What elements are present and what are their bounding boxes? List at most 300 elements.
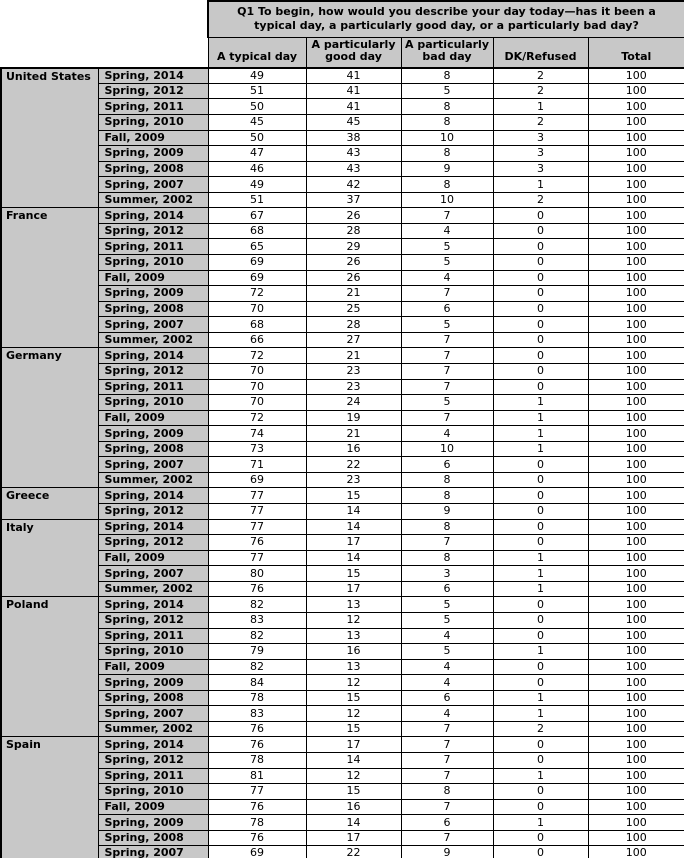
value-cell: 76 bbox=[208, 721, 306, 737]
value-cell: 0 bbox=[493, 286, 588, 302]
table-row bbox=[1, 348, 684, 364]
table-row bbox=[1, 612, 684, 628]
value-cell: 24 bbox=[306, 395, 401, 411]
value-cell: 5 bbox=[401, 239, 493, 255]
table-row bbox=[1, 239, 684, 255]
table-row bbox=[1, 504, 684, 520]
survey-wave-cell: Spring, 2010 bbox=[98, 784, 208, 800]
survey-wave-cell: Summer, 2002 bbox=[98, 192, 208, 208]
value-cell: 5 bbox=[401, 83, 493, 99]
value-cell: 69 bbox=[208, 270, 306, 286]
value-cell: 38 bbox=[306, 130, 401, 146]
survey-wave-cell: Spring, 2014 bbox=[98, 597, 208, 613]
value-cell: 76 bbox=[208, 737, 306, 753]
value-cell: 2 bbox=[493, 68, 588, 84]
value-cell: 8 bbox=[401, 519, 493, 535]
value-cell: 0 bbox=[493, 737, 588, 753]
value-cell: 16 bbox=[306, 799, 401, 815]
value-cell: 17 bbox=[306, 581, 401, 597]
country-cell: Germany bbox=[1, 348, 98, 488]
value-cell: 8 bbox=[401, 114, 493, 130]
value-cell: 76 bbox=[208, 830, 306, 846]
value-cell: 6 bbox=[401, 457, 493, 473]
total-cell: 100 bbox=[588, 146, 684, 162]
value-cell: 5 bbox=[401, 644, 493, 660]
value-cell: 80 bbox=[208, 566, 306, 582]
total-cell: 100 bbox=[588, 815, 684, 831]
value-cell: 0 bbox=[493, 846, 588, 858]
value-cell: 69 bbox=[208, 846, 306, 858]
table-row bbox=[1, 161, 684, 177]
value-cell: 73 bbox=[208, 441, 306, 457]
value-cell: 9 bbox=[401, 161, 493, 177]
survey-wave-cell: Summer, 2002 bbox=[98, 332, 208, 348]
value-cell: 12 bbox=[306, 706, 401, 722]
value-cell: 1 bbox=[493, 581, 588, 597]
value-cell: 7 bbox=[401, 332, 493, 348]
table-row bbox=[1, 99, 684, 115]
value-cell: 4 bbox=[401, 426, 493, 442]
value-cell: 70 bbox=[208, 379, 306, 395]
survey-wave-cell: Spring, 2007 bbox=[98, 177, 208, 193]
value-cell: 70 bbox=[208, 363, 306, 379]
total-cell: 100 bbox=[588, 410, 684, 426]
column-header-typical-day: A typical day bbox=[208, 37, 306, 68]
survey-wave-cell: Spring, 2011 bbox=[98, 768, 208, 784]
value-cell: 4 bbox=[401, 659, 493, 675]
value-cell: 8 bbox=[401, 784, 493, 800]
table-row bbox=[1, 177, 684, 193]
table-row bbox=[1, 286, 684, 302]
table-row bbox=[1, 737, 684, 753]
value-cell: 15 bbox=[306, 721, 401, 737]
value-cell: 1 bbox=[493, 426, 588, 442]
value-cell: 14 bbox=[306, 550, 401, 566]
value-cell: 78 bbox=[208, 815, 306, 831]
total-cell: 100 bbox=[588, 99, 684, 115]
value-cell: 7 bbox=[401, 768, 493, 784]
value-cell: 15 bbox=[306, 690, 401, 706]
survey-wave-cell: Fall, 2009 bbox=[98, 659, 208, 675]
survey-wave-cell: Spring, 2014 bbox=[98, 208, 208, 224]
survey-wave-cell: Spring, 2007 bbox=[98, 317, 208, 333]
total-cell: 100 bbox=[588, 550, 684, 566]
total-cell: 100 bbox=[588, 597, 684, 613]
total-cell: 100 bbox=[588, 270, 684, 286]
total-cell: 100 bbox=[588, 114, 684, 130]
value-cell: 5 bbox=[401, 255, 493, 271]
total-cell: 100 bbox=[588, 130, 684, 146]
value-cell: 6 bbox=[401, 690, 493, 706]
total-cell: 100 bbox=[588, 504, 684, 520]
value-cell: 5 bbox=[401, 612, 493, 628]
value-cell: 1 bbox=[493, 644, 588, 660]
value-cell: 15 bbox=[306, 566, 401, 582]
survey-wave-cell: Spring, 2011 bbox=[98, 379, 208, 395]
table-row bbox=[1, 363, 684, 379]
survey-wave-cell: Spring, 2011 bbox=[98, 628, 208, 644]
total-cell: 100 bbox=[588, 317, 684, 333]
total-cell: 100 bbox=[588, 768, 684, 784]
value-cell: 21 bbox=[306, 286, 401, 302]
table-row bbox=[1, 130, 684, 146]
total-cell: 100 bbox=[588, 721, 684, 737]
total-cell: 100 bbox=[588, 83, 684, 99]
value-cell: 74 bbox=[208, 426, 306, 442]
value-cell: 1 bbox=[493, 550, 588, 566]
value-cell: 13 bbox=[306, 597, 401, 613]
total-cell: 100 bbox=[588, 784, 684, 800]
value-cell: 81 bbox=[208, 768, 306, 784]
survey-wave-cell: Spring, 2010 bbox=[98, 255, 208, 271]
value-cell: 65 bbox=[208, 239, 306, 255]
survey-wave-cell: Spring, 2012 bbox=[98, 223, 208, 239]
value-cell: 68 bbox=[208, 317, 306, 333]
value-cell: 0 bbox=[493, 379, 588, 395]
total-cell: 100 bbox=[588, 519, 684, 535]
value-cell: 8 bbox=[401, 488, 493, 504]
column-header-dk-refused: DK/Refused bbox=[493, 37, 588, 68]
total-cell: 100 bbox=[588, 177, 684, 193]
table-row bbox=[1, 566, 684, 582]
total-cell: 100 bbox=[588, 628, 684, 644]
table-row bbox=[1, 146, 684, 162]
value-cell: 4 bbox=[401, 706, 493, 722]
country-cell: France bbox=[1, 208, 98, 348]
value-cell: 43 bbox=[306, 161, 401, 177]
column-header-good-day: A particularly good day bbox=[306, 37, 401, 68]
value-cell: 14 bbox=[306, 519, 401, 535]
value-cell: 4 bbox=[401, 223, 493, 239]
value-cell: 25 bbox=[306, 301, 401, 317]
table-body bbox=[1, 68, 684, 858]
value-cell: 0 bbox=[493, 628, 588, 644]
value-cell: 8 bbox=[401, 472, 493, 488]
survey-wave-cell: Spring, 2012 bbox=[98, 504, 208, 520]
survey-wave-cell: Spring, 2012 bbox=[98, 535, 208, 551]
table-row bbox=[1, 768, 684, 784]
country-cell: Spain bbox=[1, 737, 98, 858]
survey-wave-cell: Fall, 2009 bbox=[98, 410, 208, 426]
survey-wave-cell: Fall, 2009 bbox=[98, 550, 208, 566]
total-cell: 100 bbox=[588, 68, 684, 84]
table-row bbox=[1, 410, 684, 426]
survey-wave-cell: Spring, 2009 bbox=[98, 426, 208, 442]
survey-wave-cell: Spring, 2009 bbox=[98, 675, 208, 691]
value-cell: 77 bbox=[208, 504, 306, 520]
value-cell: 45 bbox=[306, 114, 401, 130]
total-cell: 100 bbox=[588, 426, 684, 442]
value-cell: 1 bbox=[493, 768, 588, 784]
value-cell: 10 bbox=[401, 130, 493, 146]
table-row bbox=[1, 628, 684, 644]
value-cell: 7 bbox=[401, 379, 493, 395]
table-row bbox=[1, 581, 684, 597]
value-cell: 14 bbox=[306, 815, 401, 831]
value-cell: 7 bbox=[401, 363, 493, 379]
value-cell: 4 bbox=[401, 675, 493, 691]
value-cell: 7 bbox=[401, 410, 493, 426]
value-cell: 4 bbox=[401, 270, 493, 286]
total-cell: 100 bbox=[588, 612, 684, 628]
table-row bbox=[1, 597, 684, 613]
value-cell: 17 bbox=[306, 535, 401, 551]
value-cell: 0 bbox=[493, 612, 588, 628]
survey-wave-cell: Spring, 2007 bbox=[98, 457, 208, 473]
question-row bbox=[1, 1, 684, 37]
total-cell: 100 bbox=[588, 457, 684, 473]
value-cell: 43 bbox=[306, 146, 401, 162]
total-cell: 100 bbox=[588, 737, 684, 753]
value-cell: 1 bbox=[493, 566, 588, 582]
value-cell: 7 bbox=[401, 830, 493, 846]
value-cell: 21 bbox=[306, 348, 401, 364]
value-cell: 0 bbox=[493, 223, 588, 239]
value-cell: 6 bbox=[401, 581, 493, 597]
value-cell: 0 bbox=[493, 363, 588, 379]
value-cell: 1 bbox=[493, 177, 588, 193]
value-cell: 83 bbox=[208, 706, 306, 722]
value-cell: 42 bbox=[306, 177, 401, 193]
table-row bbox=[1, 644, 684, 660]
value-cell: 1 bbox=[493, 690, 588, 706]
total-cell: 100 bbox=[588, 441, 684, 457]
total-cell: 100 bbox=[588, 161, 684, 177]
value-cell: 26 bbox=[306, 208, 401, 224]
value-cell: 12 bbox=[306, 612, 401, 628]
survey-wave-cell: Spring, 2010 bbox=[98, 114, 208, 130]
survey-wave-cell: Spring, 2010 bbox=[98, 395, 208, 411]
total-cell: 100 bbox=[588, 566, 684, 582]
value-cell: 23 bbox=[306, 363, 401, 379]
table-row bbox=[1, 223, 684, 239]
value-cell: 29 bbox=[306, 239, 401, 255]
total-cell: 100 bbox=[588, 535, 684, 551]
value-cell: 77 bbox=[208, 488, 306, 504]
table-row bbox=[1, 426, 684, 442]
value-cell: 27 bbox=[306, 332, 401, 348]
table-row bbox=[1, 332, 684, 348]
value-cell: 83 bbox=[208, 612, 306, 628]
value-cell: 76 bbox=[208, 535, 306, 551]
total-cell: 100 bbox=[588, 846, 684, 858]
table-row bbox=[1, 301, 684, 317]
value-cell: 7 bbox=[401, 799, 493, 815]
survey-wave-cell: Spring, 2007 bbox=[98, 846, 208, 858]
value-cell: 69 bbox=[208, 255, 306, 271]
value-cell: 50 bbox=[208, 99, 306, 115]
total-cell: 100 bbox=[588, 348, 684, 364]
value-cell: 0 bbox=[493, 659, 588, 675]
table-row bbox=[1, 830, 684, 846]
table-row bbox=[1, 379, 684, 395]
value-cell: 0 bbox=[493, 270, 588, 286]
value-cell: 23 bbox=[306, 379, 401, 395]
value-cell: 12 bbox=[306, 675, 401, 691]
column-header-bad-day: A particularly bad day bbox=[401, 37, 493, 68]
survey-wave-cell: Spring, 2008 bbox=[98, 441, 208, 457]
table-row bbox=[1, 846, 684, 858]
survey-wave-cell: Spring, 2012 bbox=[98, 83, 208, 99]
survey-wave-cell: Spring, 2009 bbox=[98, 286, 208, 302]
survey-wave-cell: Spring, 2014 bbox=[98, 348, 208, 364]
value-cell: 84 bbox=[208, 675, 306, 691]
value-cell: 68 bbox=[208, 223, 306, 239]
survey-wave-cell: Spring, 2008 bbox=[98, 830, 208, 846]
total-cell: 100 bbox=[588, 192, 684, 208]
value-cell: 21 bbox=[306, 426, 401, 442]
total-cell: 100 bbox=[588, 332, 684, 348]
total-cell: 100 bbox=[588, 830, 684, 846]
value-cell: 69 bbox=[208, 472, 306, 488]
country-cell: Greece bbox=[1, 488, 98, 519]
value-cell: 49 bbox=[208, 68, 306, 84]
survey-wave-cell: Spring, 2011 bbox=[98, 239, 208, 255]
value-cell: 37 bbox=[306, 192, 401, 208]
value-cell: 82 bbox=[208, 659, 306, 675]
total-cell: 100 bbox=[588, 753, 684, 769]
total-cell: 100 bbox=[588, 395, 684, 411]
value-cell: 2 bbox=[493, 192, 588, 208]
value-cell: 22 bbox=[306, 457, 401, 473]
value-cell: 0 bbox=[493, 472, 588, 488]
total-cell: 100 bbox=[588, 472, 684, 488]
value-cell: 0 bbox=[493, 317, 588, 333]
value-cell: 77 bbox=[208, 784, 306, 800]
total-cell: 100 bbox=[588, 286, 684, 302]
survey-wave-cell: Spring, 2009 bbox=[98, 815, 208, 831]
value-cell: 0 bbox=[493, 597, 588, 613]
value-cell: 2 bbox=[493, 114, 588, 130]
value-cell: 0 bbox=[493, 753, 588, 769]
total-cell: 100 bbox=[588, 799, 684, 815]
value-cell: 4 bbox=[401, 628, 493, 644]
value-cell: 8 bbox=[401, 99, 493, 115]
value-cell: 70 bbox=[208, 395, 306, 411]
survey-wave-cell: Spring, 2007 bbox=[98, 706, 208, 722]
value-cell: 46 bbox=[208, 161, 306, 177]
value-cell: 72 bbox=[208, 348, 306, 364]
survey-wave-cell: Fall, 2009 bbox=[98, 799, 208, 815]
value-cell: 7 bbox=[401, 721, 493, 737]
table-row bbox=[1, 675, 684, 691]
table-row bbox=[1, 535, 684, 551]
value-cell: 7 bbox=[401, 208, 493, 224]
table-row bbox=[1, 192, 684, 208]
value-cell: 1 bbox=[493, 99, 588, 115]
country-cell: Italy bbox=[1, 519, 98, 597]
survey-wave-cell: Spring, 2008 bbox=[98, 301, 208, 317]
value-cell: 9 bbox=[401, 504, 493, 520]
value-cell: 9 bbox=[401, 846, 493, 858]
value-cell: 0 bbox=[493, 519, 588, 535]
survey-wave-cell: Spring, 2012 bbox=[98, 612, 208, 628]
total-cell: 100 bbox=[588, 363, 684, 379]
value-cell: 16 bbox=[306, 441, 401, 457]
table-row bbox=[1, 395, 684, 411]
value-cell: 0 bbox=[493, 504, 588, 520]
value-cell: 7 bbox=[401, 737, 493, 753]
table-row bbox=[1, 519, 684, 535]
survey-wave-cell: Spring, 2008 bbox=[98, 690, 208, 706]
value-cell: 41 bbox=[306, 83, 401, 99]
table-row bbox=[1, 68, 684, 84]
value-cell: 7 bbox=[401, 535, 493, 551]
value-cell: 0 bbox=[493, 488, 588, 504]
table-row bbox=[1, 457, 684, 473]
value-cell: 2 bbox=[493, 83, 588, 99]
total-cell: 100 bbox=[588, 690, 684, 706]
value-cell: 1 bbox=[493, 410, 588, 426]
table-row bbox=[1, 83, 684, 99]
value-cell: 51 bbox=[208, 192, 306, 208]
value-cell: 1 bbox=[493, 815, 588, 831]
value-cell: 7 bbox=[401, 348, 493, 364]
total-cell: 100 bbox=[588, 223, 684, 239]
value-cell: 72 bbox=[208, 286, 306, 302]
value-cell: 3 bbox=[401, 566, 493, 582]
survey-wave-cell: Spring, 2012 bbox=[98, 363, 208, 379]
value-cell: 15 bbox=[306, 784, 401, 800]
table-row bbox=[1, 472, 684, 488]
table-row bbox=[1, 550, 684, 566]
value-cell: 6 bbox=[401, 815, 493, 831]
value-cell: 0 bbox=[493, 301, 588, 317]
table-row bbox=[1, 690, 684, 706]
question-header: Q1 To begin, how would you describe your day today—has it been a typical day, a particularly good day, or a particularly bad day? bbox=[208, 1, 684, 37]
value-cell: 16 bbox=[306, 644, 401, 660]
survey-wave-cell: Fall, 2009 bbox=[98, 130, 208, 146]
country-cell: United States bbox=[1, 68, 98, 208]
value-cell: 0 bbox=[493, 255, 588, 271]
survey-wave-cell: Spring, 2010 bbox=[98, 644, 208, 660]
value-cell: 13 bbox=[306, 628, 401, 644]
table-row bbox=[1, 488, 684, 504]
value-cell: 72 bbox=[208, 410, 306, 426]
value-cell: 51 bbox=[208, 83, 306, 99]
table-row bbox=[1, 753, 684, 769]
table-row bbox=[1, 706, 684, 722]
value-cell: 12 bbox=[306, 768, 401, 784]
total-cell: 100 bbox=[588, 379, 684, 395]
value-cell: 10 bbox=[401, 192, 493, 208]
total-cell: 100 bbox=[588, 581, 684, 597]
table-row bbox=[1, 317, 684, 333]
value-cell: 77 bbox=[208, 550, 306, 566]
value-cell: 14 bbox=[306, 504, 401, 520]
value-cell: 1 bbox=[493, 395, 588, 411]
value-cell: 14 bbox=[306, 753, 401, 769]
value-cell: 3 bbox=[493, 130, 588, 146]
survey-wave-cell: Spring, 2009 bbox=[98, 146, 208, 162]
table-row bbox=[1, 114, 684, 130]
country-cell: Poland bbox=[1, 597, 98, 737]
value-cell: 7 bbox=[401, 286, 493, 302]
value-cell: 1 bbox=[493, 441, 588, 457]
value-cell: 76 bbox=[208, 799, 306, 815]
value-cell: 5 bbox=[401, 317, 493, 333]
value-cell: 26 bbox=[306, 255, 401, 271]
table-row bbox=[1, 208, 684, 224]
table-row bbox=[1, 270, 684, 286]
total-cell: 100 bbox=[588, 706, 684, 722]
value-cell: 5 bbox=[401, 395, 493, 411]
survey-wave-cell: Spring, 2011 bbox=[98, 99, 208, 115]
value-cell: 0 bbox=[493, 208, 588, 224]
table-row bbox=[1, 721, 684, 737]
survey-wave-cell: Summer, 2002 bbox=[98, 581, 208, 597]
value-cell: 6 bbox=[401, 301, 493, 317]
